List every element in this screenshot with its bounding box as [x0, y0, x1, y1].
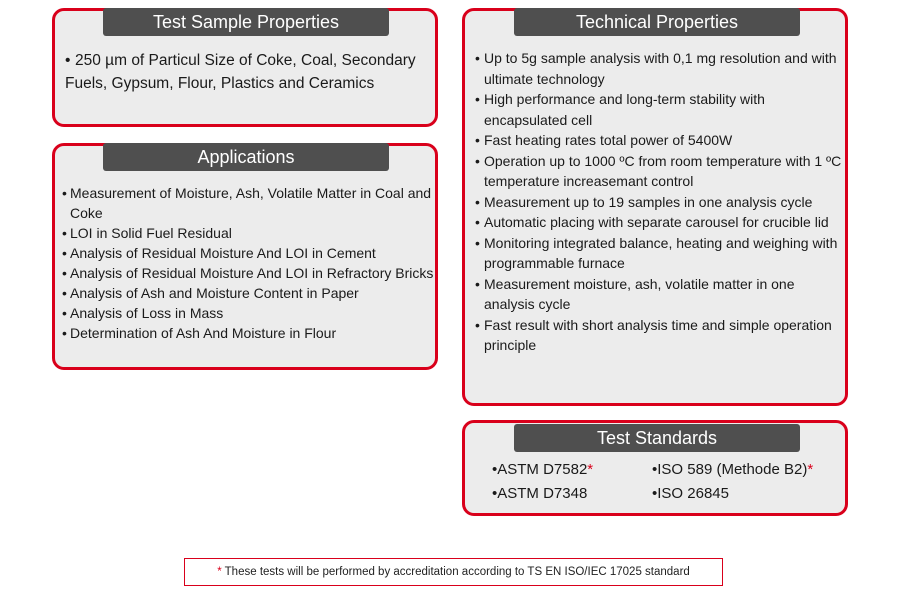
test-sample-properties-title: Test Sample Properties [103, 8, 389, 36]
test-sample-list [65, 49, 439, 95]
list-item: • Fast result with short analysis time and simple operation principle [475, 315, 847, 356]
list-item: • 250 µm of Particul Size of Coke, Coal, Secondary Fuels, Gypsum, Flour, Plastics and Ceramics [65, 49, 439, 95]
standard-item [652, 483, 832, 505]
standard-label: •ISO 589 (Methode B2) [652, 461, 808, 478]
list-item: • Analysis of Ash and Moisture Content in Paper [62, 283, 439, 303]
list-item: • Determination of Ash And Moisture in Flour [62, 323, 439, 343]
list-item: • Fast heating rates total power of 5400W [475, 130, 847, 151]
list-item: • Measurement of Moisture, Ash, Volatile Matter in Coal and Coke [62, 183, 439, 223]
list-item: • Automatic placing with separate carousel for crucible lid [475, 212, 847, 233]
standard-asterisk: * [587, 461, 594, 478]
list-item: • Analysis of Residual Moisture And LOI in Cement [62, 243, 439, 263]
list-item: • Up to 5g sample analysis with 0,1 mg resolution and with ultimate technology [475, 48, 847, 89]
standard-item [652, 459, 832, 481]
standards-grid [492, 459, 832, 505]
standard-label: •ISO 26845 [652, 485, 729, 502]
standard-asterisk: * [807, 461, 814, 478]
list-item: • Analysis of Loss in Mass [62, 303, 439, 323]
footnote-asterisk: * [217, 566, 222, 578]
list-item: • Measurement moisture, ash, volatile matter in one analysis cycle [475, 274, 847, 315]
technical-properties-panel [462, 8, 848, 406]
applications-title: Applications [103, 143, 389, 171]
technical-list [475, 48, 847, 356]
applications-panel [52, 143, 438, 370]
footnote-text: These tests will be performed by accreditation according to TS EN ISO/IEC 17025 standard [221, 566, 690, 578]
applications-list [62, 183, 439, 343]
technical-properties-title: Technical Properties [514, 8, 800, 36]
list-item: • Monitoring integrated balance, heating and weighing with programmable furnace [475, 233, 847, 274]
standard-item [492, 483, 652, 505]
test-standards-title: Test Standards [514, 424, 800, 452]
list-item: • Operation up to 1000 ºC from room temperature with 1 ºC temperature increasemant control [475, 151, 847, 192]
standard-label: •ASTM D7582 [492, 461, 588, 478]
standard-label: •ASTM D7348 [492, 485, 588, 502]
list-item: • High performance and long-term stability with encapsulated cell [475, 89, 847, 130]
list-item: • LOI in Solid Fuel Residual [62, 223, 439, 243]
accreditation-footnote [184, 558, 723, 586]
test-sample-properties-panel [52, 8, 438, 127]
standard-item [492, 459, 652, 481]
list-item: • Analysis of Residual Moisture And LOI in Refractory Bricks [62, 263, 439, 283]
list-item: • Measurement up to 19 samples in one analysis cycle [475, 192, 847, 213]
test-standards-panel [462, 420, 848, 516]
